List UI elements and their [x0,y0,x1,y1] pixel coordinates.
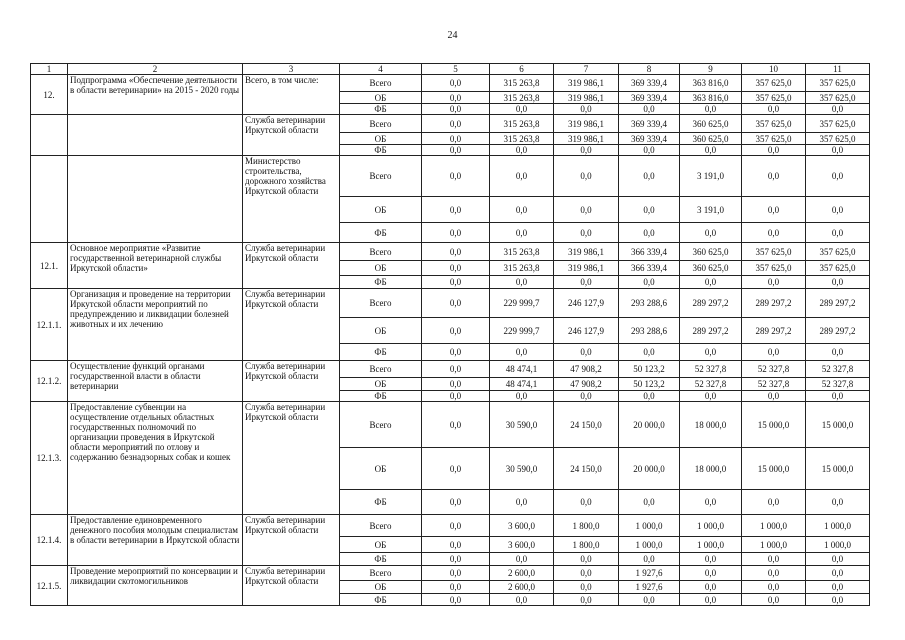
responsible-executor: Министерство строительства, дорожного хозяйства Иркутской области [243,156,340,243]
funding-source: ОБ [340,448,422,490]
amount-cell: 0,0 [619,594,680,606]
amount-cell: 24 150,0 [554,448,619,490]
amount-cell: 48 474,1 [490,378,554,391]
amount-cell: 293 288,6 [619,318,680,344]
item-name: Предоставление единовременного денежного пособия молодым специалистам в области ветеринарии в Иркутской области [68,515,243,566]
page-number: 24 [447,30,458,41]
amount-cell: 1 927,6 [619,581,680,594]
item-number: 12.1. [31,243,68,289]
table-row [31,566,870,581]
amount-cell: 229 999,7 [490,318,554,344]
amount-cell: 315 263,8 [490,133,554,145]
funding-source: Всего [340,289,422,318]
amount-cell: 0,0 [422,223,490,243]
amount-cell: 1 000,0 [680,515,742,537]
item-name: Осуществление функций органами государственной власти в области ветеринарии [68,361,243,402]
item-number: 12.1.1. [31,289,68,361]
funding-source: ФБ [340,223,422,243]
amount-cell: 0,0 [806,581,870,594]
amount-cell: 357 625,0 [806,75,870,92]
amount-cell: 0,0 [490,223,554,243]
amount-cell: 0,0 [680,145,742,156]
amount-cell: 0,0 [422,104,490,115]
amount-cell: 48 474,1 [490,361,554,378]
amount-cell: 0,0 [554,553,619,566]
amount-cell: 0,0 [680,490,742,515]
column-header: 6 [490,64,554,75]
amount-cell: 2 600,0 [490,581,554,594]
amount-cell: 0,0 [422,566,490,581]
funding-source: ФБ [340,594,422,606]
amount-cell: 315 263,8 [490,261,554,276]
amount-cell: 0,0 [422,318,490,344]
amount-cell: 0,0 [680,391,742,402]
amount-cell: 0,0 [490,145,554,156]
column-header: 10 [742,64,806,75]
amount-cell: 0,0 [742,197,806,223]
amount-cell: 52 327,8 [680,378,742,391]
amount-cell: 1 000,0 [806,537,870,553]
funding-source: ФБ [340,391,422,402]
column-header: 7 [554,64,619,75]
column-header: 5 [422,64,490,75]
amount-cell: 0,0 [422,156,490,197]
responsible-executor: Служба ветеринарии Иркутской области [243,515,340,566]
amount-cell: 15 000,0 [806,448,870,490]
amount-cell: 18 000,0 [680,448,742,490]
funding-source: ФБ [340,344,422,361]
amount-cell: 52 327,8 [806,378,870,391]
amount-cell: 369 339,4 [619,133,680,145]
amount-cell: 0,0 [742,104,806,115]
responsible-executor: Всего, в том числе: [243,75,340,115]
funding-source: ОБ [340,261,422,276]
amount-cell: 1 800,0 [554,537,619,553]
amount-cell: 0,0 [806,276,870,289]
amount-cell: 315 263,8 [490,75,554,92]
amount-cell: 0,0 [422,133,490,145]
item-number: 12.1.3. [31,402,68,515]
amount-cell: 0,0 [680,223,742,243]
amount-cell: 15 000,0 [742,402,806,448]
amount-cell: 0,0 [619,104,680,115]
amount-cell: 0,0 [554,594,619,606]
amount-cell: 357 625,0 [806,92,870,104]
amount-cell: 52 327,8 [742,361,806,378]
responsible-executor: Служба ветеринарии Иркутской области [243,361,340,402]
amount-cell: 3 600,0 [490,537,554,553]
amount-cell: 0,0 [422,594,490,606]
amount-cell: 0,0 [490,104,554,115]
amount-cell: 52 327,8 [806,361,870,378]
amount-cell: 0,0 [422,378,490,391]
funding-source: ОБ [340,197,422,223]
table-row [31,515,870,537]
item-name: Организация и проведение на территории Иркутской области мероприятий по предупреждению и ликвидации болезней животных и их лечению [68,289,243,361]
funding-source: ОБ [340,378,422,391]
amount-cell: 0,0 [742,145,806,156]
funding-source: ОБ [340,581,422,594]
amount-cell: 0,0 [422,276,490,289]
amount-cell: 0,0 [806,553,870,566]
amount-cell: 50 123,2 [619,361,680,378]
amount-cell: 1 000,0 [742,537,806,553]
amount-cell: 0,0 [422,537,490,553]
item-number [31,115,68,156]
amount-cell: 0,0 [806,490,870,515]
funding-source: Всего [340,566,422,581]
amount-cell: 0,0 [619,156,680,197]
amount-cell: 47 908,2 [554,378,619,391]
funding-source: Всего [340,515,422,537]
amount-cell: 20 000,0 [619,402,680,448]
amount-cell: 24 150,0 [554,402,619,448]
amount-cell: 229 999,7 [490,289,554,318]
funding-source: ФБ [340,276,422,289]
funding-source: Всего [340,402,422,448]
item-number: 12.1.5. [31,566,68,606]
amount-cell: 0,0 [422,515,490,537]
amount-cell: 0,0 [742,566,806,581]
amount-cell: 360 625,0 [680,115,742,133]
amount-cell: 15 000,0 [806,402,870,448]
amount-cell: 0,0 [619,276,680,289]
table-row [31,243,870,261]
amount-cell: 0,0 [422,289,490,318]
amount-cell: 3 191,0 [680,197,742,223]
amount-cell: 315 263,8 [490,115,554,133]
amount-cell: 0,0 [422,448,490,490]
column-header: 11 [806,64,870,75]
amount-cell: 315 263,8 [490,92,554,104]
amount-cell: 3 191,0 [680,156,742,197]
amount-cell: 369 339,4 [619,75,680,92]
table-row [31,361,870,378]
column-header: 4 [340,64,422,75]
amount-cell: 357 625,0 [806,261,870,276]
amount-cell: 52 327,8 [680,361,742,378]
amount-cell: 289 297,2 [742,318,806,344]
amount-cell: 0,0 [742,553,806,566]
amount-cell: 0,0 [742,391,806,402]
funding-source: Всего [340,243,422,261]
amount-cell: 246 127,9 [554,289,619,318]
column-header: 3 [243,64,340,75]
amount-cell: 289 297,2 [806,289,870,318]
column-header: 8 [619,64,680,75]
amount-cell: 0,0 [554,223,619,243]
amount-cell: 0,0 [422,553,490,566]
amount-cell: 52 327,8 [742,378,806,391]
amount-cell: 357 625,0 [742,261,806,276]
amount-cell: 0,0 [422,92,490,104]
amount-cell: 246 127,9 [554,318,619,344]
amount-cell: 0,0 [742,276,806,289]
amount-cell: 2 600,0 [490,566,554,581]
item-number: 12. [31,75,68,115]
funding-source: Всего [340,156,422,197]
item-name: Основное мероприятие «Развитие государственной ветеринарной службы Иркутской области» [68,243,243,289]
responsible-executor: Служба ветеринарии Иркутской области [243,566,340,606]
table-row [31,402,870,448]
amount-cell: 1 000,0 [680,537,742,553]
amount-cell: 0,0 [422,402,490,448]
amount-cell: 0,0 [422,243,490,261]
funding-source: ФБ [340,145,422,156]
funding-source: Всего [340,75,422,92]
amount-cell: 0,0 [806,223,870,243]
amount-cell: 0,0 [422,261,490,276]
amount-cell: 360 625,0 [680,133,742,145]
amount-cell: 0,0 [554,490,619,515]
amount-cell: 319 986,1 [554,133,619,145]
amount-cell: 0,0 [619,344,680,361]
amount-cell: 20 000,0 [619,448,680,490]
amount-cell: 0,0 [554,581,619,594]
amount-cell: 369 339,4 [619,115,680,133]
amount-cell: 0,0 [554,276,619,289]
amount-cell: 0,0 [680,104,742,115]
amount-cell: 0,0 [742,344,806,361]
amount-cell: 357 625,0 [806,133,870,145]
amount-cell: 50 123,2 [619,378,680,391]
amount-cell: 289 297,2 [742,289,806,318]
item-name: Проведение мероприятий по консервации и ликвидации скотомогильников [68,566,243,606]
funding-source: ОБ [340,133,422,145]
amount-cell: 0,0 [422,391,490,402]
item-name: Подпрограмма «Обеспечение деятельности в области ветеринарии» на 2015 - 2020 годы [68,75,243,115]
amount-cell: 30 590,0 [490,402,554,448]
amount-cell: 0,0 [619,197,680,223]
amount-cell: 0,0 [806,197,870,223]
item-number [31,156,68,243]
funding-source: Всего [340,115,422,133]
amount-cell: 1 927,6 [619,566,680,581]
amount-cell: 1 000,0 [619,537,680,553]
funding-source: ФБ [340,490,422,515]
amount-cell: 0,0 [554,145,619,156]
amount-cell: 363 816,0 [680,92,742,104]
funding-source: ФБ [340,104,422,115]
amount-cell: 360 625,0 [680,243,742,261]
amount-cell: 357 625,0 [742,115,806,133]
funding-source: ОБ [340,318,422,344]
amount-cell: 0,0 [680,553,742,566]
amount-cell: 366 339,4 [619,261,680,276]
amount-cell: 0,0 [806,145,870,156]
amount-cell: 0,0 [490,594,554,606]
item-number: 12.1.4. [31,515,68,566]
amount-cell: 0,0 [554,566,619,581]
amount-cell: 0,0 [422,75,490,92]
amount-cell: 0,0 [422,581,490,594]
amount-cell: 0,0 [619,553,680,566]
amount-cell: 0,0 [554,391,619,402]
responsible-executor: Служба ветеринарии Иркутской области [243,289,340,361]
funding-source: ОБ [340,92,422,104]
amount-cell: 319 986,1 [554,261,619,276]
amount-cell: 0,0 [490,490,554,515]
column-header: 2 [68,64,243,75]
amount-cell: 0,0 [806,594,870,606]
amount-cell: 0,0 [619,391,680,402]
amount-cell: 0,0 [680,276,742,289]
column-header: 1 [31,64,68,75]
amount-cell: 315 263,8 [490,243,554,261]
header-row [31,64,870,75]
amount-cell: 289 297,2 [680,318,742,344]
amount-cell: 18 000,0 [680,402,742,448]
amount-cell: 0,0 [806,566,870,581]
amount-cell: 1 800,0 [554,515,619,537]
amount-cell: 0,0 [422,115,490,133]
amount-cell: 357 625,0 [742,92,806,104]
amount-cell: 3 600,0 [490,515,554,537]
amount-cell: 357 625,0 [742,75,806,92]
item-number: 12.1.2. [31,361,68,402]
amount-cell: 289 297,2 [680,289,742,318]
amount-cell: 0,0 [490,344,554,361]
amount-cell: 0,0 [806,391,870,402]
amount-cell: 289 297,2 [806,318,870,344]
amount-cell: 0,0 [806,344,870,361]
amount-cell: 357 625,0 [806,243,870,261]
amount-cell: 0,0 [554,197,619,223]
amount-cell: 363 816,0 [680,75,742,92]
responsible-executor: Служба ветеринарии Иркутской области [243,402,340,515]
amount-cell: 369 339,4 [619,92,680,104]
amount-cell: 1 000,0 [806,515,870,537]
amount-cell: 0,0 [680,594,742,606]
amount-cell: 47 908,2 [554,361,619,378]
amount-cell: 0,0 [680,581,742,594]
table-row [31,115,870,133]
amount-cell: 0,0 [742,581,806,594]
amount-cell: 1 000,0 [742,515,806,537]
item-name: Предоставление субвенции на осуществление отдельных областных государственных полномочий по организации проведения в Иркутской области мероприятий по отлову и содержанию безнадзорных собак и кошек [68,402,243,515]
amount-cell: 0,0 [422,490,490,515]
amount-cell: 0,0 [422,197,490,223]
amount-cell: 0,0 [619,223,680,243]
column-header: 9 [680,64,742,75]
amount-cell: 0,0 [490,276,554,289]
item-name [68,156,243,243]
amount-cell: 0,0 [490,156,554,197]
amount-cell: 0,0 [806,104,870,115]
amount-cell: 1 000,0 [619,515,680,537]
responsible-executor: Служба ветеринарии Иркутской области [243,115,340,156]
amount-cell: 357 625,0 [742,133,806,145]
amount-cell: 0,0 [742,156,806,197]
amount-cell: 0,0 [742,594,806,606]
amount-cell: 0,0 [554,156,619,197]
amount-cell: 0,0 [422,145,490,156]
amount-cell: 0,0 [680,566,742,581]
amount-cell: 0,0 [680,344,742,361]
amount-cell: 0,0 [742,223,806,243]
responsible-executor: Служба ветеринарии Иркутской области [243,243,340,289]
item-name [68,115,243,156]
amount-cell: 319 986,1 [554,243,619,261]
amount-cell: 0,0 [554,344,619,361]
amount-cell: 15 000,0 [742,448,806,490]
amount-cell: 357 625,0 [742,243,806,261]
amount-cell: 357 625,0 [806,115,870,133]
amount-cell: 366 339,4 [619,243,680,261]
amount-cell: 0,0 [619,145,680,156]
amount-cell: 0,0 [422,344,490,361]
amount-cell: 319 986,1 [554,75,619,92]
amount-cell: 360 625,0 [680,261,742,276]
amount-cell: 0,0 [490,197,554,223]
amount-cell: 293 288,6 [619,289,680,318]
table-row [31,156,870,197]
amount-cell: 0,0 [490,391,554,402]
amount-cell: 0,0 [619,490,680,515]
budget-table [30,63,870,606]
table-row [31,289,870,318]
funding-source: ОБ [340,537,422,553]
amount-cell: 0,0 [554,104,619,115]
amount-cell: 0,0 [490,553,554,566]
funding-source: Всего [340,361,422,378]
amount-cell: 0,0 [806,156,870,197]
amount-cell: 30 590,0 [490,448,554,490]
amount-cell: 319 986,1 [554,115,619,133]
amount-cell: 319 986,1 [554,92,619,104]
funding-source: ФБ [340,553,422,566]
amount-cell: 0,0 [742,490,806,515]
table-row [31,75,870,92]
amount-cell: 0,0 [422,361,490,378]
